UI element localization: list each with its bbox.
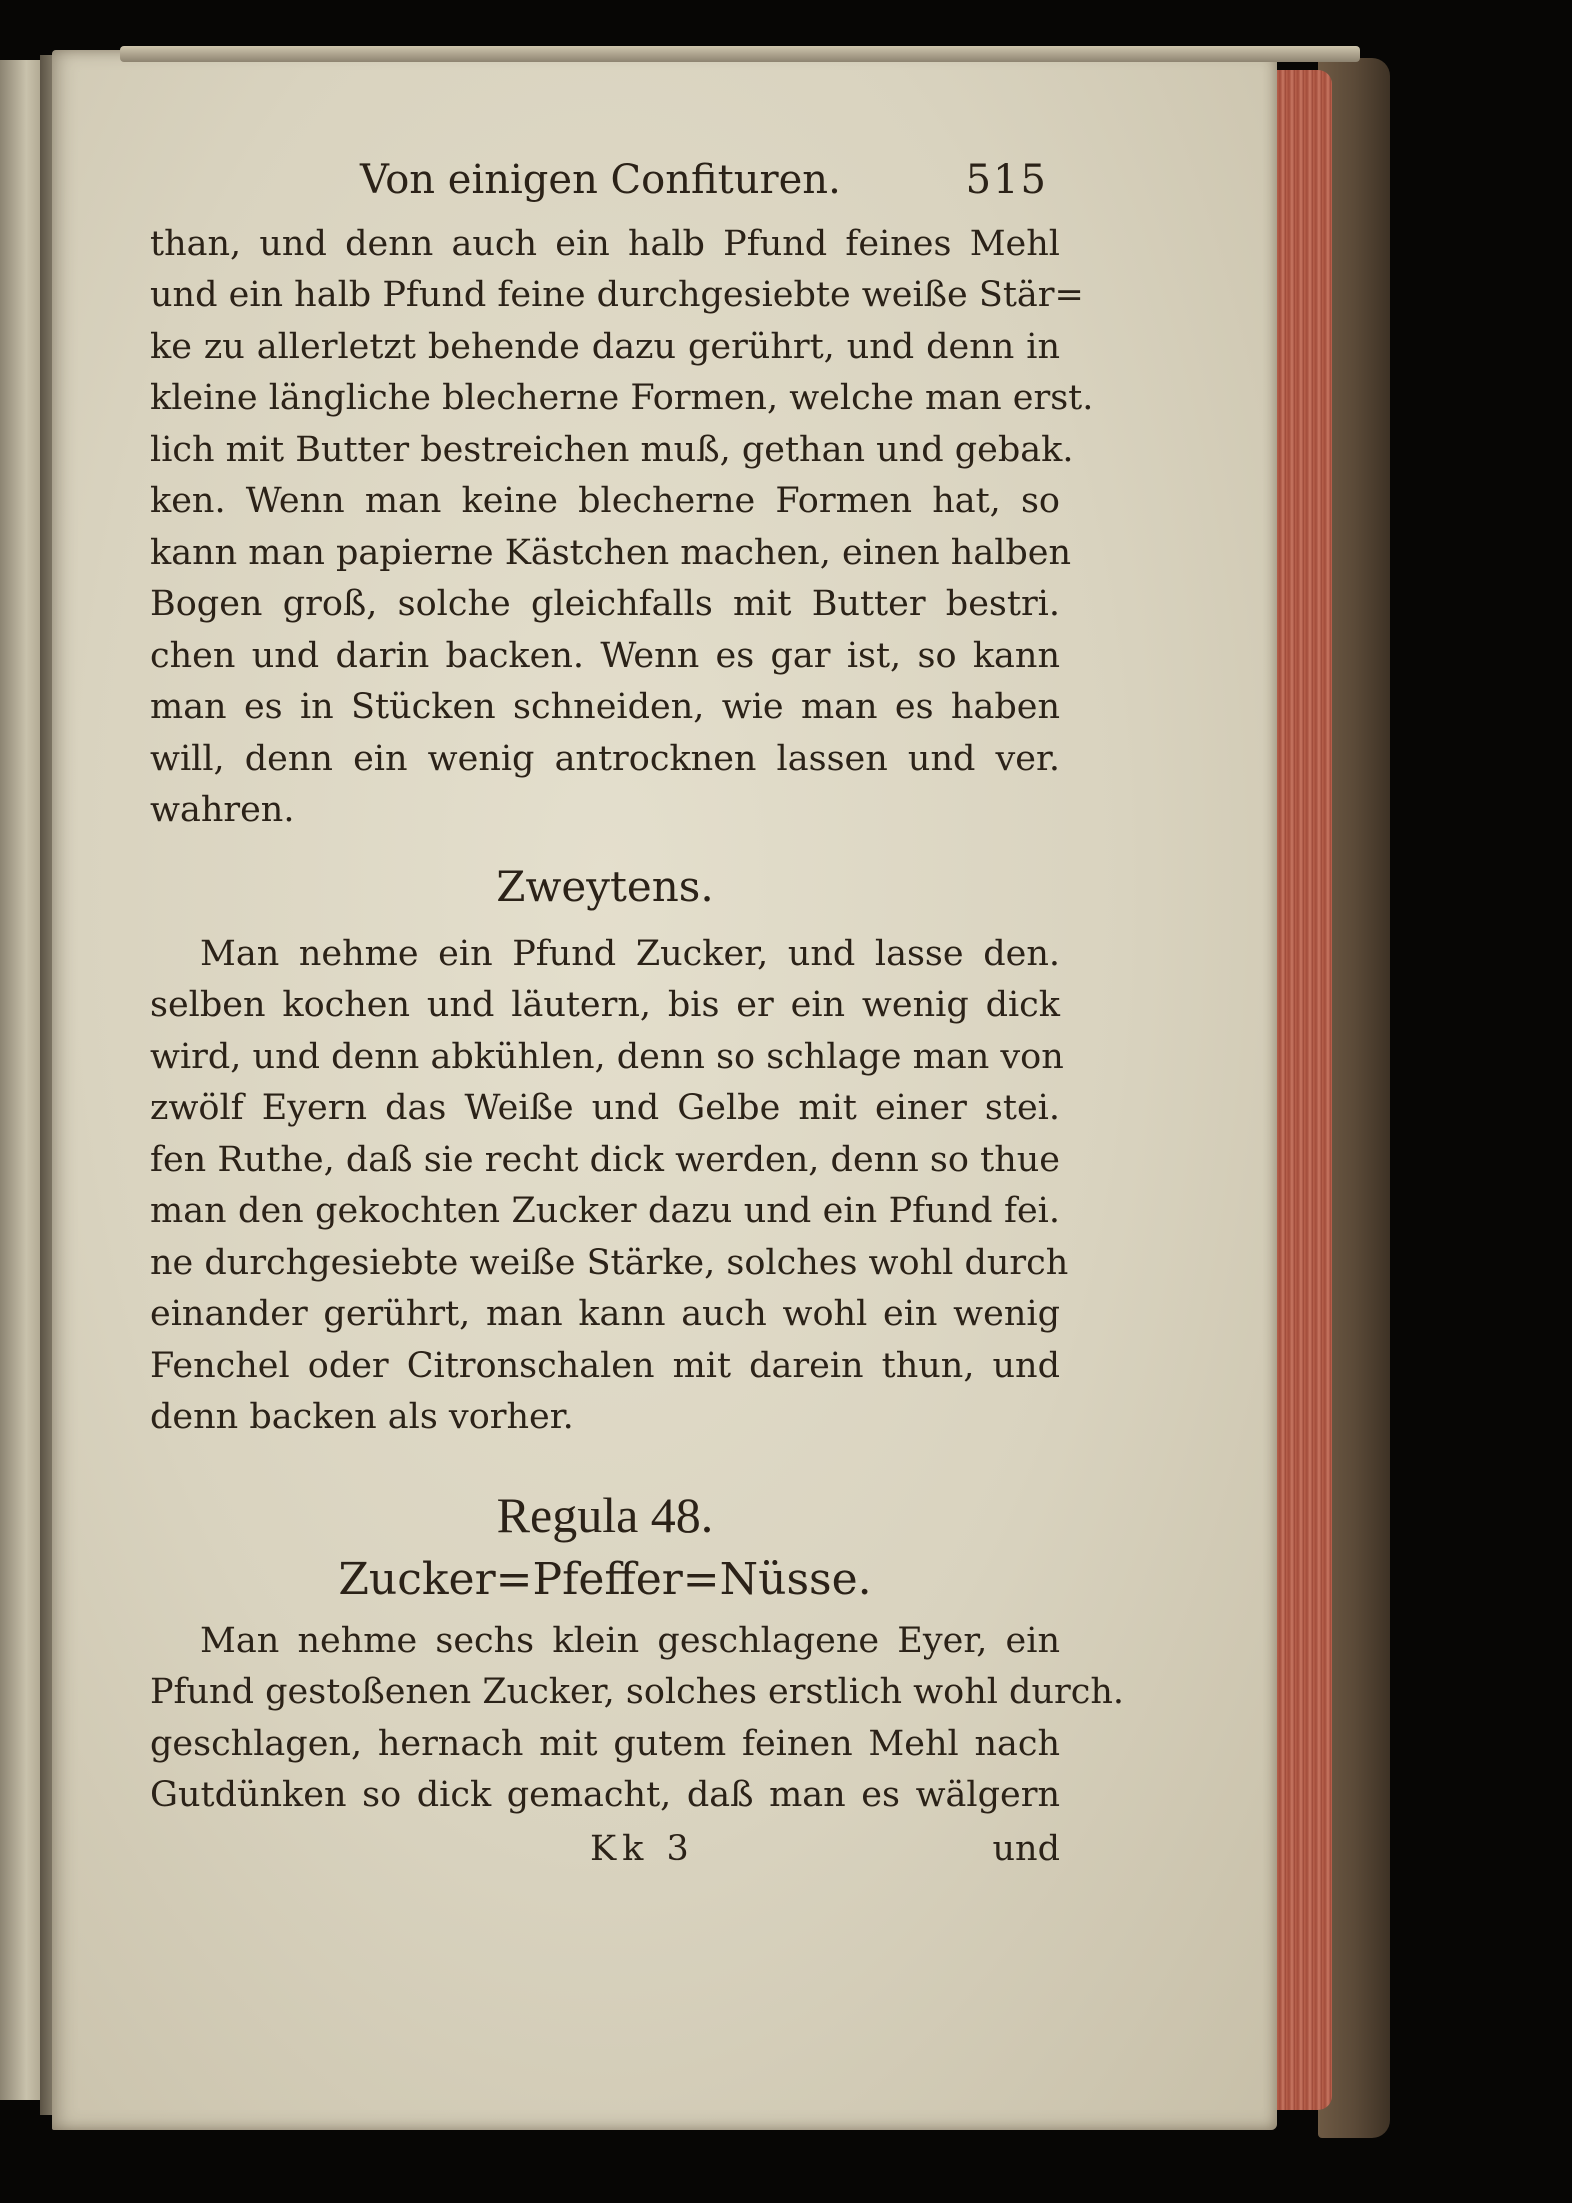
- paragraph-1: [150, 219, 1094, 837]
- text-line: und ein halb Pfund feine durchgesiebte weiße Stär=: [150, 275, 1084, 315]
- recipe-title: Zucker=Pfeffer=Nüsse.: [338, 1553, 872, 1605]
- text-line: selben kochen und läutern, bis er ein wenig dick: [150, 985, 1060, 1025]
- text-line: Bogen groß, solche gleichfalls mit Butter bestri.: [150, 584, 1060, 624]
- top-page-edges: [120, 46, 1360, 62]
- paragraph-2: [150, 929, 1069, 1444]
- paragraph-3: [150, 1616, 1125, 1822]
- text-line: ken. Wenn man keine blecherne Formen hat, so: [150, 481, 1060, 521]
- page-text: [150, 155, 1125, 1875]
- text-line: than, und denn auch ein halb Pfund feines Mehl: [150, 223, 1060, 264]
- text-line: Man nehme ein Pfund Zucker, und lasse den.: [200, 933, 1060, 974]
- text-line: will, denn ein wenig antrocknen lassen und ver.: [150, 738, 1060, 779]
- text-line: ne durchgesiebte weiße Stärke, solches wohl durch: [150, 1242, 1069, 1283]
- text-line: kleine längliche blecherne Formen, welche man erst.: [150, 378, 1094, 418]
- section-heading: Zweytens.: [496, 861, 714, 911]
- text-line: man den gekochten Zucker dazu und ein Pfund fei.: [150, 1191, 1060, 1231]
- running-head-title: Von einigen Confituren.: [360, 157, 841, 203]
- catchword: und: [992, 1828, 1060, 1869]
- regula-heading: Regula 48.: [496, 1486, 714, 1543]
- signature-mark: Kk 3: [590, 1828, 695, 1869]
- text-line: man es in Stücken schneiden, wie man es haben: [150, 687, 1060, 727]
- text-line: chen und darin backen. Wenn es gar ist, so kann: [150, 635, 1060, 676]
- text-line: Pfund gestoßenen Zucker, solches erstlich wohl durch.: [150, 1672, 1125, 1712]
- text-line: wird, und denn abkühlen, denn so schlage man von: [150, 1036, 1064, 1077]
- running-head: [150, 155, 1060, 207]
- text-line: wahren.: [150, 790, 295, 830]
- text-line: lich mit Butter bestreichen muß, gethan und gebak.: [150, 429, 1074, 470]
- text-line: zwölf Eyern das Weiße und Gelbe mit einer stei.: [150, 1088, 1060, 1128]
- text-line: geschlagen, hernach mit gutem feinen Mehl nach: [150, 1723, 1060, 1764]
- text-line: kann man papierne Kästchen machen, einen halben: [150, 532, 1072, 573]
- text-line: einander gerührt, man kann auch wohl ein wenig: [150, 1294, 1060, 1334]
- page-number: 515: [965, 157, 1048, 203]
- text-line: Man nehme sechs klein geschlagene Eyer, ein: [200, 1620, 1060, 1661]
- page-footer: [150, 1824, 1060, 1876]
- red-page-edges: [1268, 70, 1332, 2110]
- text-line: denn backen als vorher.: [150, 1397, 574, 1437]
- text-line: Fenchel oder Citronschalen mit darein thun, und: [150, 1345, 1060, 1386]
- text-line: fen Ruthe, daß sie recht dick werden, denn so thue: [150, 1139, 1060, 1180]
- text-line: Gutdünken so dick gemacht, daß man es wälgern: [150, 1775, 1060, 1815]
- text-line: ke zu allerletzt behende dazu gerührt, und denn in: [150, 326, 1060, 367]
